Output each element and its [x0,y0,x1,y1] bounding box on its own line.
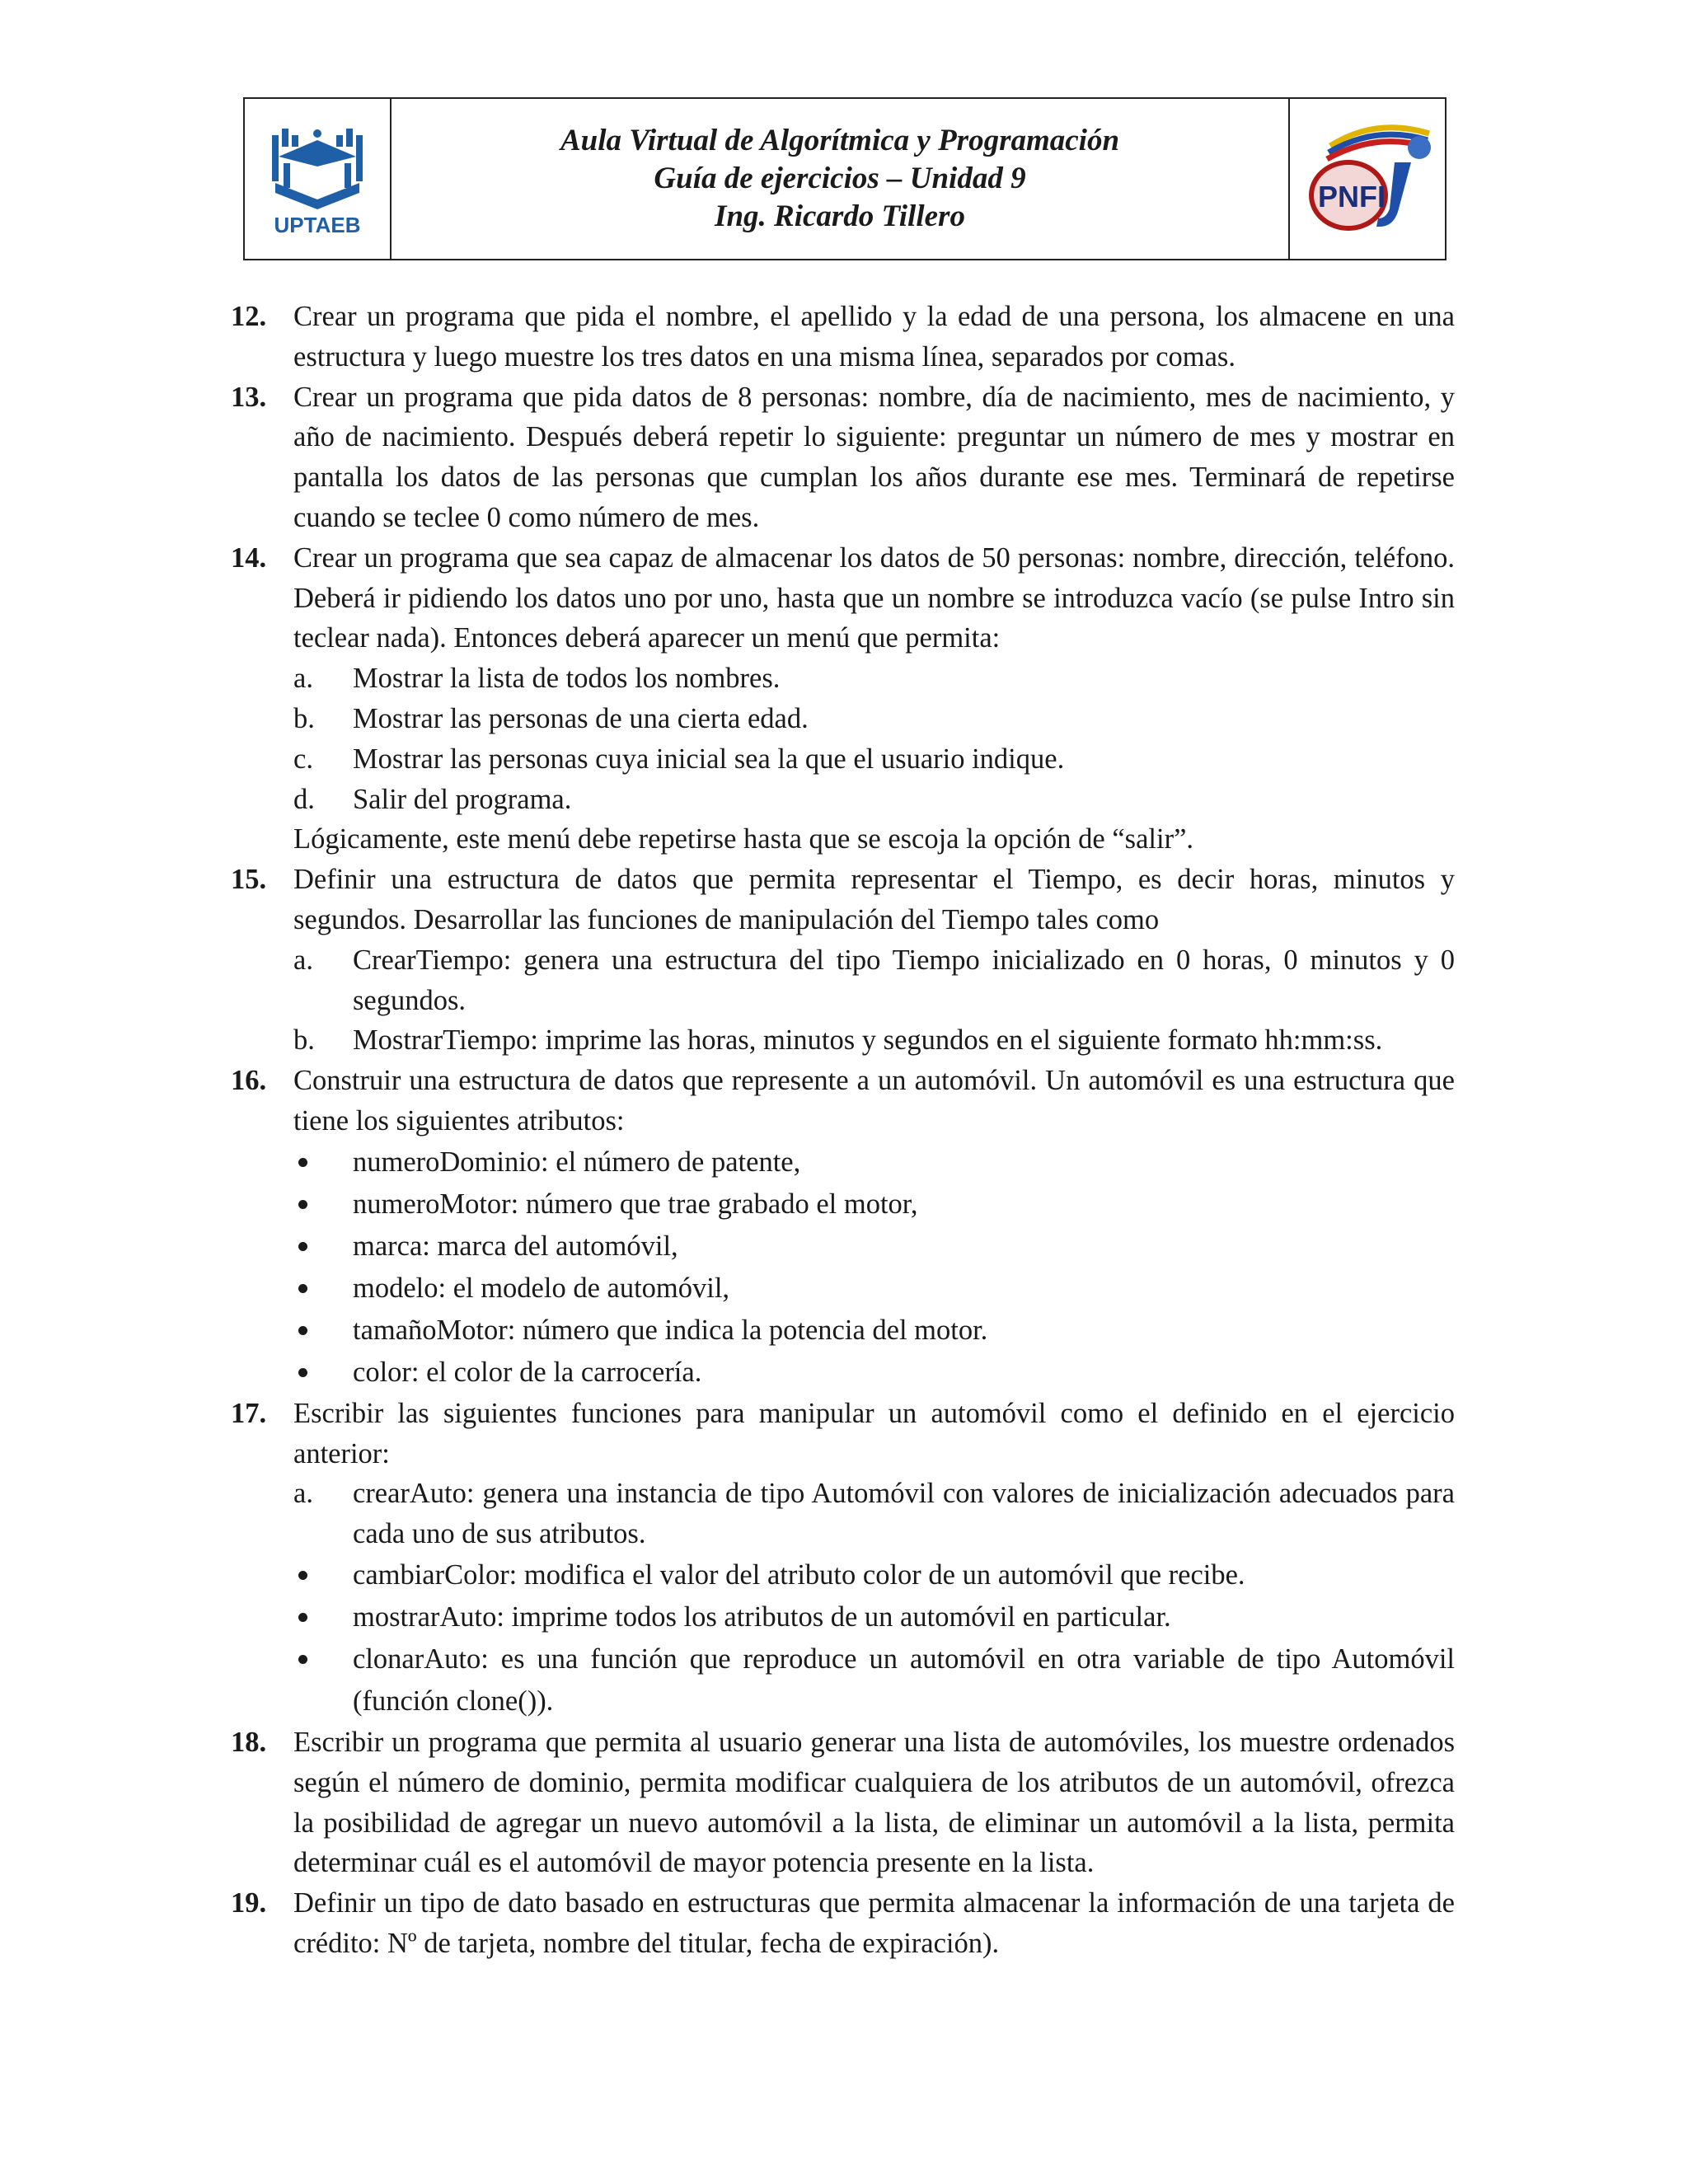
list-item [231,699,1455,739]
bullet-text: clonarAuto: es una función que reproduce un automóvil en otra variable de tipo Automóvil (función clone()). [353,1643,1455,1717]
bullet-text: numeroMotor: número que trae grabado el motor, [353,1188,918,1220]
exercise-number: 15. [231,864,267,896]
exercise-number: 19. [231,1887,267,1919]
bullet-text: mostrarAuto: imprime todos los atributos de un automóvil en particular. [353,1601,1171,1633]
exercise-text: Escribir un programa que permita al usuario generar una lista de automóviles, los muestre ordenados según el número de dominio, permita modificar cualquiera de los atributos de un automóvil, ofrezca la posibilidad de agregar un nuevo automóvil a la lista, de eliminar un automóvil a la lista, permita determinar cuál es el automóvil de mayor potencia presente en la lista. [293,1726,1455,1879]
exercise-text: Crear un programa que pida datos de 8 personas: nombre, día de nacimiento, mes de nacimiento, y año de nacimiento. Después deberá repetir lo siguiente: preguntar un número de mes y mostrar en pantalla los datos de las personas que cumplan los años durante ese mes. Terminará de repetirse cuando se teclee 0 como número de mes. [293,381,1455,533]
list-item [231,739,1455,780]
exercise-19 [231,1883,1455,1964]
bullet-item [231,1183,1455,1226]
list-item [231,1020,1455,1061]
exercise-14 [231,538,1455,658]
bullet-icon [298,1655,307,1664]
exercise-number: 18. [231,1726,267,1758]
exercise-text: Crear un programa que pida el nombre, el apellido y la edad de una persona, los almacene en una estructura y luego muestre los tres datos en una misma línea, separados por comas. [293,301,1455,373]
bullet-item [231,1226,1455,1268]
pnfi-logo-text: PNFI [1317,180,1386,213]
exercise-17 [231,1394,1455,1474]
list-item-text: crearAuto: genera una instancia de tipo Automóvil con valores de inicialización adecuados para cada uno de sus atributos. [353,1478,1455,1550]
pnfi-logo [1297,113,1437,245]
exercise-16 [231,1061,1455,1141]
list-marker: c. [293,743,313,775]
bullet-text: marca: marca del automóvil, [353,1230,678,1262]
exercise-13 [231,377,1455,538]
bullet-icon [298,1242,307,1251]
exercise-number: 14. [231,541,267,574]
list-marker: a. [293,944,313,976]
bullet-item [231,1352,1455,1394]
exercise-text: Escribir las siguientes funciones para manipular un automóvil como el definido en el ejercicio anterior: [293,1397,1455,1469]
bullet-item [231,1638,1455,1722]
bullet-text: modelo: el modelo de automóvil, [353,1272,730,1304]
list-marker: d. [293,783,315,815]
list-marker: b. [293,1024,315,1057]
bullet-item [231,1141,1455,1183]
bullet-text: color: el color de la carrocería. [353,1356,702,1388]
bullet-icon [298,1368,307,1377]
list-marker: a. [293,663,313,695]
bullet-item [231,1268,1455,1310]
bullet-item [231,1554,1455,1596]
bullet-icon [298,1158,307,1167]
bullet-text: numeroDominio: el número de patente, [353,1146,801,1178]
list-item [231,780,1455,820]
list-marker: a. [293,1478,313,1510]
list-item-text: Salir del programa. [353,783,572,815]
exercise-number: 16. [231,1065,267,1097]
exercise-15 [231,860,1455,940]
list-marker: b. [293,702,315,734]
list-item [231,658,1455,699]
header-title [392,99,1288,259]
bullet-item [231,1596,1455,1638]
bullet-text: cambiarColor: modifica el valor del atributo color de un automóvil que recibe. [353,1558,1245,1591]
bullet-icon [298,1326,307,1335]
pnfi-logo-cell [1288,99,1445,259]
list-item-text: MostrarTiempo: imprime las horas, minutos y segundos en el siguiente formato hh:mm:ss. [353,1024,1383,1057]
bullet-icon [298,1284,307,1293]
exercise-text: Crear un programa que sea capaz de almacenar los datos de 50 personas: nombre, dirección, teléfono. Deberá ir pidiendo los datos uno por uno, hasta que un nombre se introduzca vacío (se pulse Intro sin teclear nada). Entonces deberá aparecer un menú que permita: [293,541,1455,654]
uptaeb-logo [264,117,371,241]
list-item-text: Mostrar las personas cuya inicial sea la que el usuario indique. [353,743,1065,775]
bullet-text: tamañoMotor: número que indica la potencia del motor. [353,1314,988,1346]
exercise-18 [231,1722,1455,1883]
list-item-text: Mostrar las personas de una cierta edad. [353,702,809,734]
bullet-icon [298,1571,307,1580]
exercise-note: Lógicamente, este menú debe repetirse hasta que se escoja la opción de “salir”. [293,823,1194,855]
exercise-12 [231,297,1455,377]
header-title-line2: Guía de ejercicios – Unidad 9 [654,162,1026,195]
exercise-number: 13. [231,381,267,413]
header-title-line3: Ing. Ricardo Tillero [715,199,965,233]
uptaeb-logo-cell [245,99,392,259]
document-header [243,97,1447,260]
bullet-icon [298,1200,307,1209]
exercise-number: 17. [231,1397,267,1429]
list-item [231,940,1455,1021]
header-title-line1: Aula Virtual de Algorítmica y Programación [560,124,1120,157]
bullet-icon [298,1613,307,1622]
list-item-text: Mostrar la lista de todos los nombres. [353,663,781,695]
exercise-text: Definir un tipo de dato basado en estructuras que permita almacenar la información de una tarjeta de crédito: Nº de tarjeta, nombre del titular, fecha de expiración). [293,1887,1455,1959]
uptaeb-logo-text: UPTAEB [274,213,361,237]
list-item [231,1474,1455,1554]
list-item-text: CrearTiempo: genera una estructura del tipo Tiempo inicializado en 0 horas, 0 minutos y 0 segundos. [353,944,1455,1016]
exercise-number: 12. [231,301,267,332]
exercise-text: Definir una estructura de datos que permita representar el Tiempo, es decir horas, minutos y segundos. Desarrollar las funciones de manipulación del Tiempo tales como [293,864,1455,935]
exercise-list [231,297,1455,1964]
bullet-item [231,1310,1455,1352]
exercise-text: Construir una estructura de datos que represente a un automóvil. Un automóvil es una estructura que tiene los siguientes atributos: [293,1065,1455,1137]
